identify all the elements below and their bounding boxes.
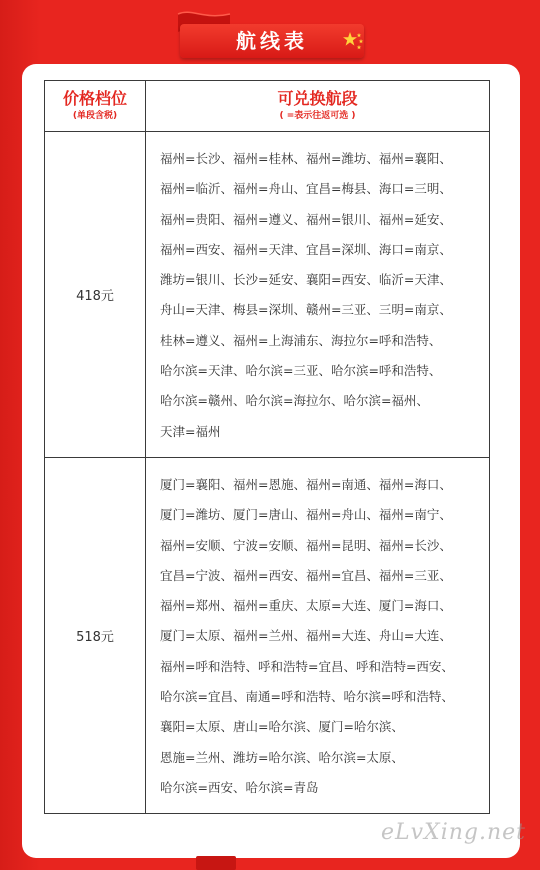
routes-list <box>146 457 490 813</box>
watermark: eLvXing.net <box>380 820 526 845</box>
page-title: 航线表 <box>236 29 308 53</box>
stars-icon <box>342 30 364 52</box>
route-line: 襄阳=太原、唐山=哈尔滨、厦门=哈尔滨、 <box>160 719 404 735</box>
bottom-flag-decoration <box>196 856 236 870</box>
route-line: 厦门=太原、福州=兰州、福州=大连、舟山=大连、 <box>160 628 452 644</box>
routes-column-title: 可兑换航段 <box>277 89 358 108</box>
price-tier: 418元 <box>45 132 146 458</box>
route-line: 哈尔滨=宜昌、南通=呼和浩特、哈尔滨=呼和浩特、 <box>160 689 454 705</box>
routes-column-subtitle: ( =表示往返可选 ) <box>279 111 356 121</box>
price-column-title: 价格档位 <box>62 89 127 108</box>
route-line: 桂林=遵义、福州=上海浦东、海拉尔=呼和浩特、 <box>160 332 442 348</box>
route-line: 恩施=兰州、潍坊=哈尔滨、哈尔滨=太原、 <box>160 749 404 765</box>
routes-list <box>146 132 490 458</box>
route-line: 天津=福州 <box>160 423 221 439</box>
route-table <box>44 80 490 814</box>
route-line: 福州=临沂、福州=舟山、宜昌=梅县、海口=三明、 <box>160 181 452 197</box>
route-line: 福州=西安、福州=天津、宜昌=深圳、海口=南京、 <box>160 241 452 257</box>
table-row <box>45 457 490 813</box>
route-line: 舟山=天津、梅县=深圳、赣州=三亚、三明=南京、 <box>160 302 452 318</box>
price-tier: 518元 <box>45 457 146 813</box>
table-row <box>45 132 490 458</box>
route-line: 厦门=潍坊、厦门=唐山、福州=舟山、福州=南宁、 <box>160 507 452 523</box>
route-line: 潍坊=银川、长沙=延安、襄阳=西安、临沂=天津、 <box>160 272 452 288</box>
route-line: 福州=贵阳、福州=遵义、福州=银川、福州=延安、 <box>160 211 452 227</box>
routes-column-header <box>146 81 490 132</box>
route-line: 福州=呼和浩特、呼和浩特=宜昌、呼和浩特=西安、 <box>160 658 454 674</box>
route-line: 福州=郑州、福州=重庆、太原=大连、厦门=海口、 <box>160 598 452 614</box>
table-header-row <box>45 81 490 132</box>
route-line: 哈尔滨=天津、哈尔滨=三亚、哈尔滨=呼和浩特、 <box>160 363 442 379</box>
route-line: 哈尔滨=赣州、哈尔滨=海拉尔、哈尔滨=福州、 <box>160 393 429 409</box>
price-column-header <box>45 81 146 132</box>
price-column-subtitle: (单段含税) <box>72 111 118 121</box>
route-line: 厦门=襄阳、福州=恩施、福州=南通、福州=海口、 <box>160 476 452 492</box>
route-line: 福州=安顺、宁波=安顺、福州=昆明、福州=长沙、 <box>160 537 452 553</box>
route-line: 福州=长沙、福州=桂林、福州=潍坊、福州=襄阳、 <box>160 151 452 166</box>
route-line: 哈尔滨=西安、哈尔滨=青岛 <box>160 779 319 795</box>
route-line: 宜昌=宁波、福州=西安、福州=宜昌、福州=三亚、 <box>160 567 452 583</box>
